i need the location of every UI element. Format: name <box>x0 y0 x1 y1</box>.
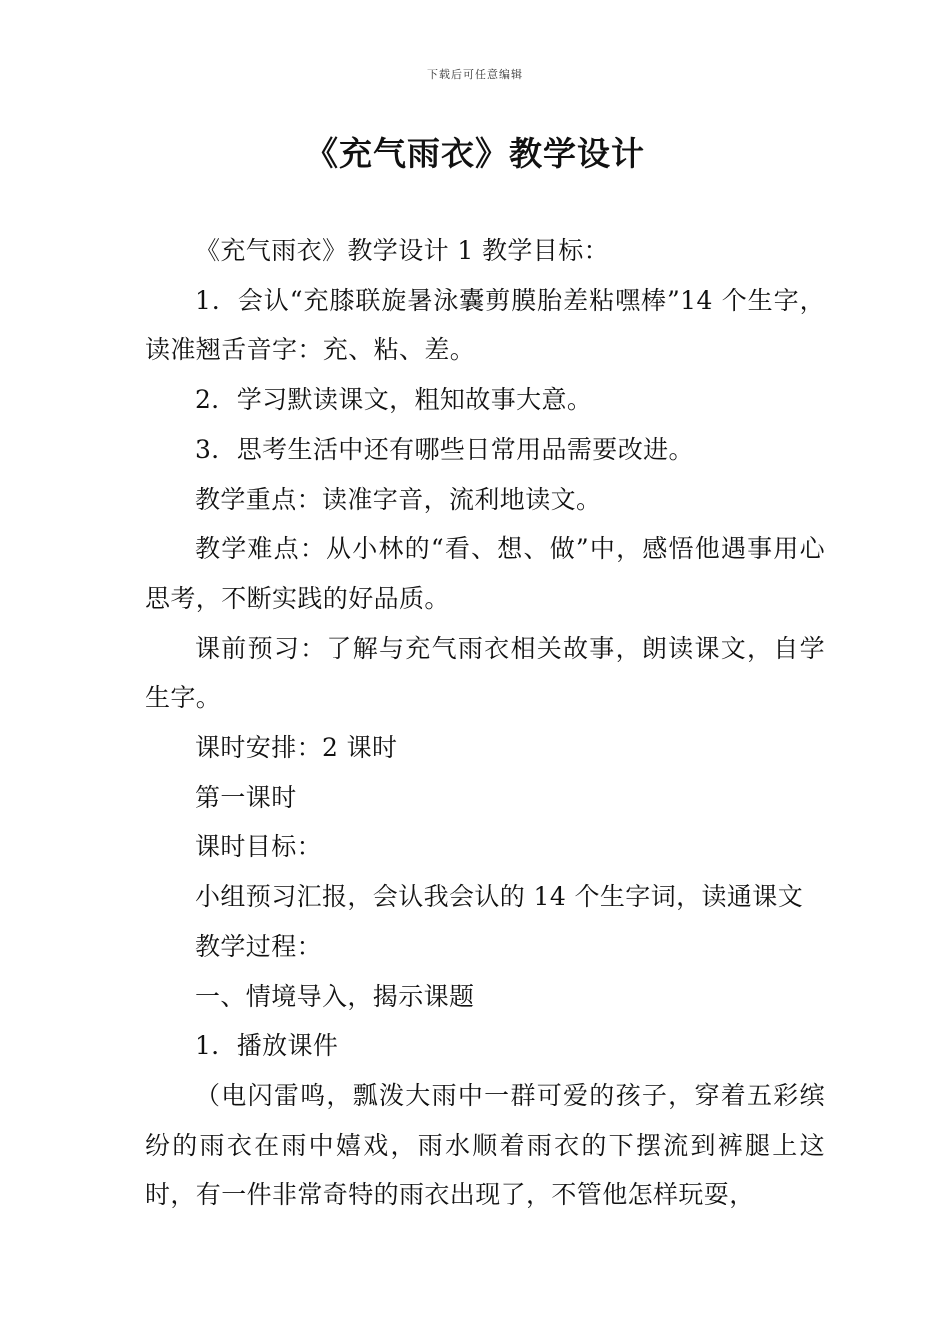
paragraph-lesson-goal-heading: 课时目标： <box>195 832 323 862</box>
paragraph-step-1: 1．播放课件 <box>195 1031 339 1061</box>
paragraph-first-lesson: 第一课时 <box>195 782 297 812</box>
header-note: 下载后可任意编辑 <box>427 68 523 81</box>
paragraph-difficulty: 教学难点：从小林的“看、想、做”中，感悟他遇事用心思考，不断实践的好品质。 <box>145 534 825 613</box>
paragraph-objective-3: 3．思考生活中还有哪些日常用品需要改进。 <box>195 434 694 464</box>
document-body <box>145 226 825 1220</box>
paragraph-process-heading: 教学过程： <box>195 931 323 961</box>
paragraph-objective-2: 2．学习默读课文，粗知故事大意。 <box>195 385 593 415</box>
paragraph-section-1: 一、情境导入，揭示课题 <box>195 981 475 1011</box>
document-title: 《充气雨衣》教学设计 <box>305 134 645 173</box>
paragraph-preview: 课前预习：了解与充气雨衣相关故事，朗读课文，自学生字。 <box>145 633 825 713</box>
paragraph-lesson-goal: 小组预习汇报，会认我会认的 14 个生字词，读通课文 <box>195 882 804 912</box>
paragraph-objective-1: 1．会认“充膝联旋暑泳囊剪膜胎差粘嘿棒”14 个生字，读准翘舌音字：充、粘、差。 <box>145 285 825 365</box>
paragraph-objectives-heading: 《充气雨衣》教学设计 1 教学目标： <box>195 236 610 265</box>
paragraph-key-point: 教学重点：读准字音，流利地读文。 <box>195 484 602 514</box>
paragraph-scene-description: （电闪雷鸣，瓢泼大雨中一群可爱的孩子，穿着五彩缤纷的雨衣在雨中嬉戏，雨水顺着雨衣的下摆流到裤腿上这时，有一件非常奇特的雨衣出现了，不管他怎样玩耍， <box>145 1080 825 1210</box>
paragraph-schedule: 课时安排：2 课时 <box>195 733 398 763</box>
